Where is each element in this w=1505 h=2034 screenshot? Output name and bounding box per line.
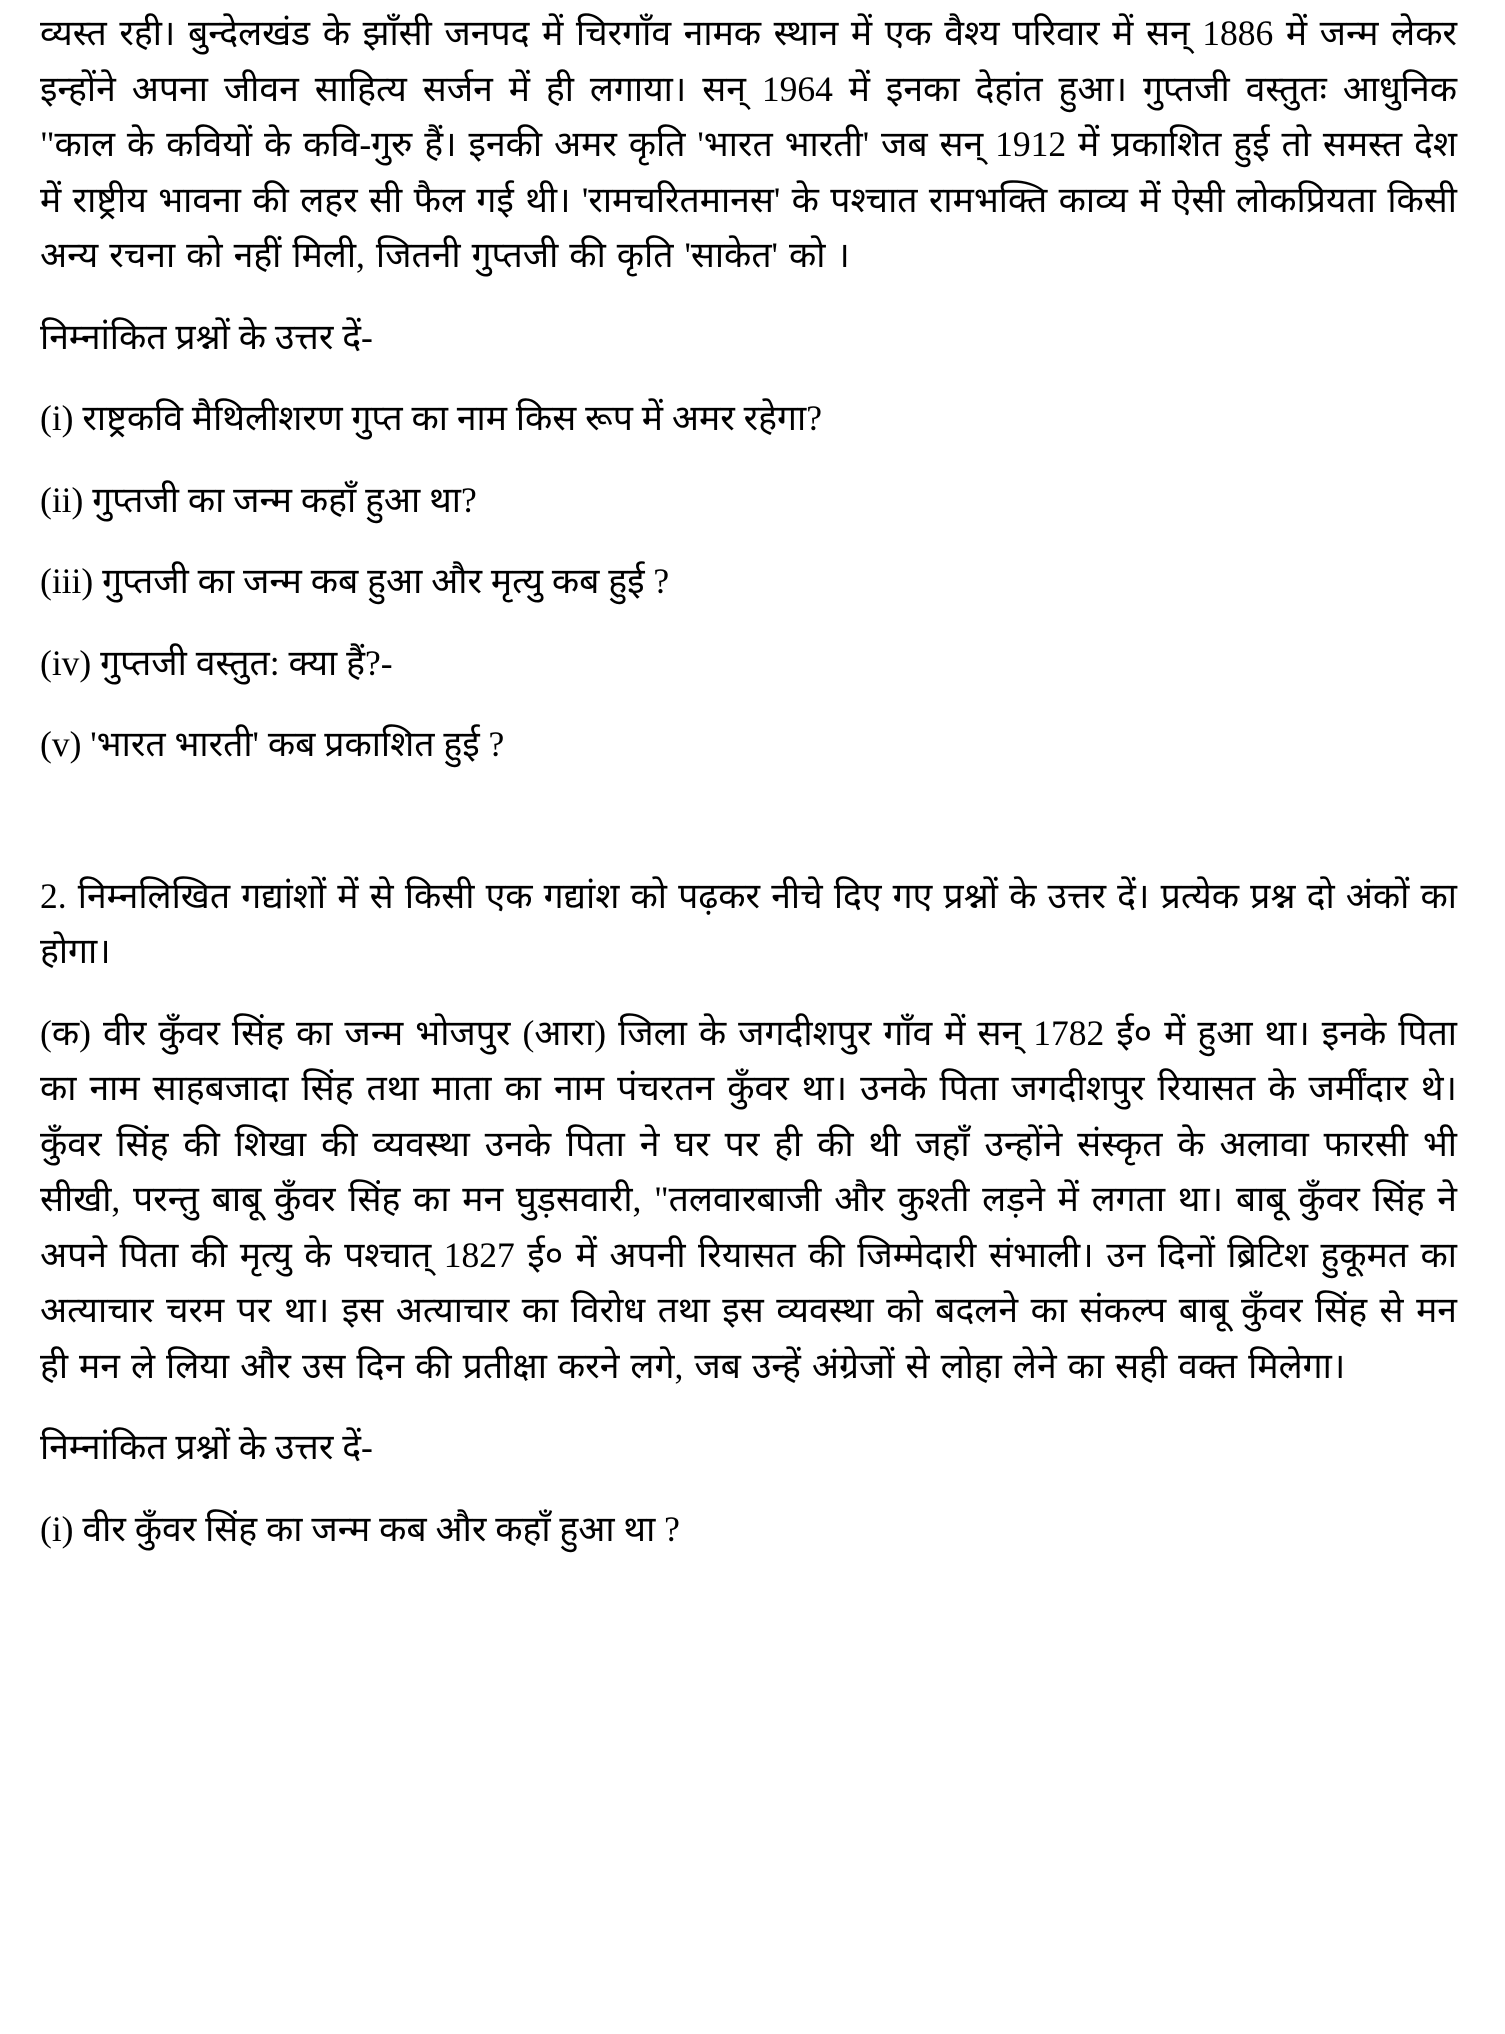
section-spacer [40, 773, 1457, 869]
passage-body: वीर कुँवर सिंह का जन्म भोजपुर (आरा) जिला के जगदीशपुर गाँव में सन् 1782 ई० में हुआ था। इनके पिता का नाम साहबजादा सिंह तथा माता का नाम पंचरतन कुँवर था। उनके पिता जगदीशपुर रियासत के जर्मींदार थे। कुँवर सिंह की शिखा की व्यवस्था उनके पिता ने घर पर ही की थी जहाँ उन्होंने संस्कृत के अलावा फारसी भी सीखी, परन्तु बाबू कुँवर सिंह का मन घुड़सवारी, "तलवारबाजी और कुश्ती लड़ने में लगता था। बाबू कुँवर सिंह ने अपने पिता की मृत्यु के पश्चात् 1827 ई० में अपनी रियासत की जिम्मेदारी संभाली। उन दिनों ब्रिटिश हुकूमत का अत्याचार चरम पर था। इस अत्याचार का विरोध तथा इस व्यवस्था को बदलने का संकल्प बाबू कुँवर सिंह से मन ही मन ले लिया और उस दिन की प्रतीक्षा करने लगे, जब उन्हें अंग्रेजों से लोहा लेने का सही वक्त मिलेगा। [40, 1012, 1457, 1386]
spacer [40, 365, 1457, 391]
spacer [40, 1394, 1457, 1420]
question-item [40, 554, 1457, 610]
section-two-passage [40, 1006, 1457, 1395]
question-text: गुप्तजी वस्तुत: क्या हैं?- [100, 642, 393, 683]
question-text: वीर कुँवर सिंह का जन्म कब और कहाँ हुआ था ? [82, 1508, 680, 1549]
spacer [40, 284, 1457, 310]
question-text: गुप्तजी का जन्म कहाँ हुआ था? [92, 479, 477, 520]
question-marker: (iii) [40, 561, 94, 601]
passage-one-questions-prompt: निम्नांकित प्रश्नों के उत्तर दें- [40, 316, 373, 357]
section-two-questions-prompt: निम्नांकित प्रश्नों के उत्तर दें- [40, 1427, 373, 1467]
question-item [40, 473, 1457, 529]
passage-one-body: व्यस्त रही। बुन्देलखंड के झाँसी जनपद में चिरगाँव नामक स्थान में एक वैश्य परिवार में सन् 1886 में जन्म लेकर इन्होंने अपना जीवन साहित्य सर्जन में ही लगाया। सन् 1964 में इनका देहांत हुआ। गुप्तजी वस्तुतः आधुनिक "काल के कवियों के कवि-गुरु हैं। इनकी अमर कृति 'भारत भारती' जब सन् 1912 में प्रकाशित हुई तो समस्त देश में राष्ट्रीय भावना की लहर सी फैल गई थी। 'रामचरितमानस' के पश्चात रामभक्ति काव्य में ऐसी लोकप्रियता किसी अन्य रचना को नहीं मिली, जितनी गुप्तजी की कृति 'साकेत' को । [40, 13, 1457, 275]
question-text: राष्ट्रकवि मैथिलीशरण गुप्त का नाम किस रूप में अमर रहेगा? [82, 398, 822, 438]
question-marker: (iv) [40, 642, 92, 683]
passage-label: (क) [40, 1012, 91, 1053]
question-marker: (ii) [40, 479, 84, 520]
spacer [40, 1476, 1457, 1502]
section-two-instruction: 2. निम्नलिखित गद्यांशों में से किसी एक गद्यांश को पढ़कर नीचे दिए गए प्रश्नों के उत्तर दें। प्रत्येक प्रश्न दो अंकों का होगा। [40, 875, 1457, 971]
question-text: 'भारत भारती' कब प्रकाशित हुई ? [90, 724, 505, 764]
question-item [40, 1502, 1457, 1558]
question-marker: (i) [40, 1508, 74, 1549]
question-marker: (v) [40, 724, 82, 764]
passage-one-question-list [40, 391, 1457, 773]
question-text: गुप्तजी का जन्म कब हुआ और मृत्यु कब हुई ? [102, 561, 670, 601]
section-two-question-list [40, 1502, 1457, 1558]
question-item [40, 636, 1457, 692]
question-item [40, 717, 1457, 773]
question-marker: (i) [40, 398, 74, 438]
question-item [40, 391, 1457, 447]
spacer [40, 980, 1457, 1006]
